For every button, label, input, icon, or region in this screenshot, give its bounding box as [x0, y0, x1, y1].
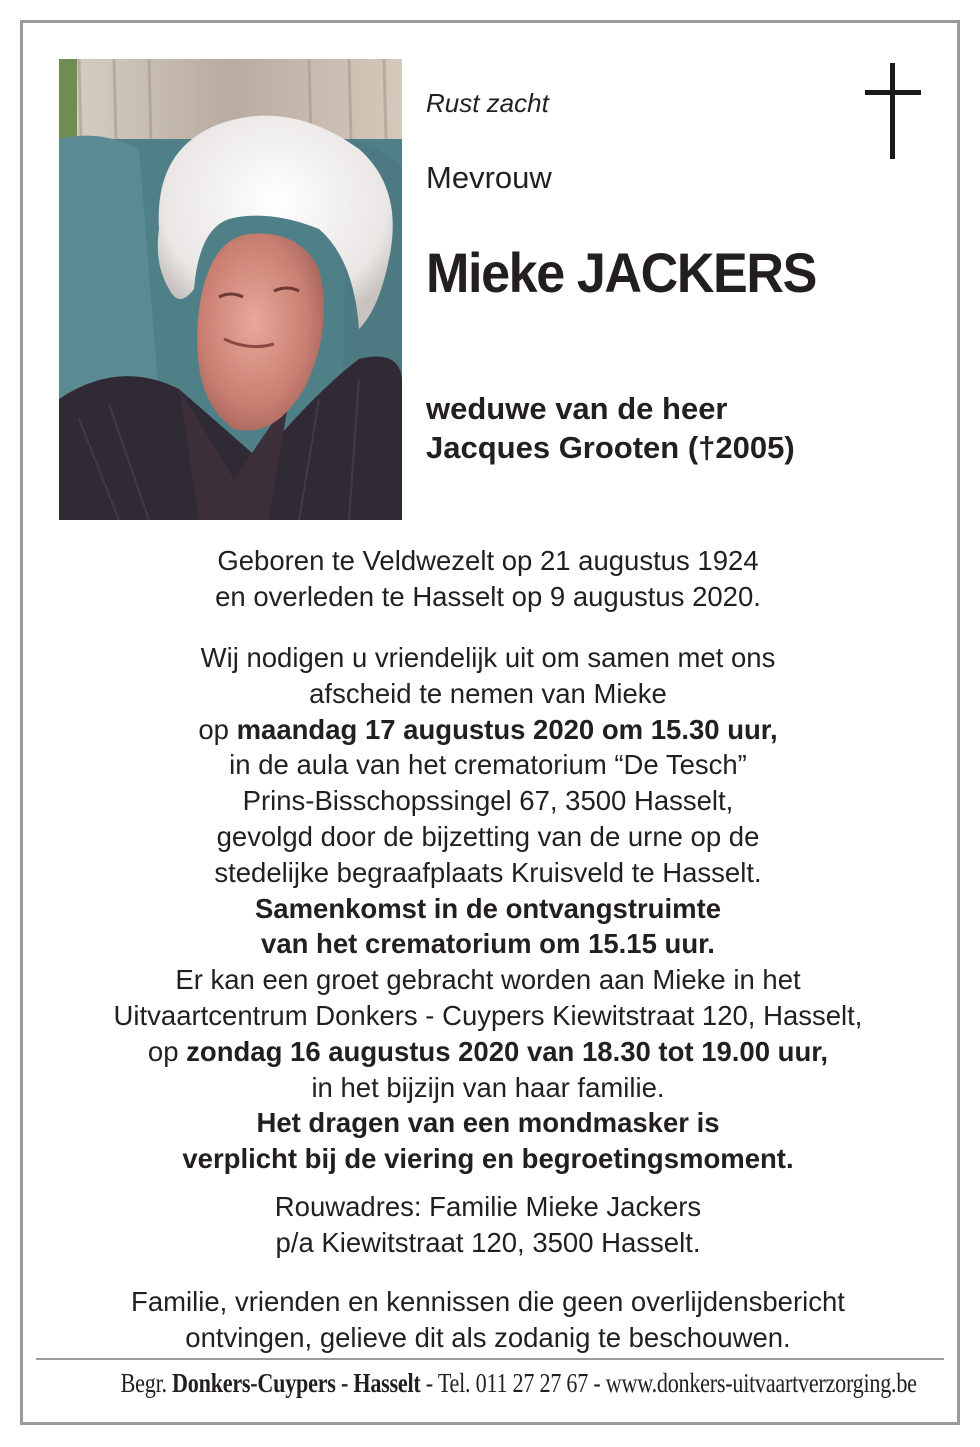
- invitation-line-13: in het bijzijn van haar familie.: [311, 1071, 665, 1103]
- invitation-line-5: Prins-Bisschopssingel 67, 3500 Hasselt,: [242, 785, 734, 817]
- invitation-line-7: stedelijke begraafplaats Kruisveld te Hasselt.: [214, 856, 762, 888]
- address-line-2: p/a Kiewitstraat 120, 3500 Hasselt.: [275, 1226, 701, 1258]
- invitation-line-1: Wij nodigen u vriendelijk uit om samen met ons: [200, 642, 776, 673]
- visitation-prefix: op: [147, 1035, 187, 1067]
- gathering-line-2: van het crematorium om 15.15 uur.: [261, 928, 715, 960]
- invitation-line-6: gevolgd door de bijzetting van de urne op de: [216, 820, 760, 852]
- footer-prefix: Begr.: [120, 1368, 173, 1398]
- widow-line-2: Jacques Grooten (†2005): [426, 430, 795, 465]
- mourning-address-block: [40, 1189, 936, 1261]
- portrait-photo: [59, 59, 402, 520]
- invitation-line-2: afscheid te nemen van Mieke: [309, 677, 667, 709]
- closing-line-1: Familie, vrienden en kennissen die geen overlijdensbericht: [131, 1286, 845, 1317]
- closing-line-2: ontvingen, gelieve dit als zodanig te beschouwen.: [185, 1321, 791, 1353]
- ceremony-datetime-line: [40, 712, 936, 748]
- ceremony-prefix: op: [198, 713, 237, 745]
- visitation-datetime: zondag 16 augustus 2020 van 18.30 tot 19.00 uur,: [186, 1035, 829, 1067]
- footer-company: Donkers-Cuypers - Hasselt: [172, 1368, 421, 1398]
- ceremony-datetime: maandag 17 augustus 2020 om 15.30 uur,: [236, 713, 778, 745]
- invitation-block: [40, 640, 936, 1177]
- funeral-director-footer: [120, 1368, 917, 1399]
- birth-line: Geboren te Veldwezelt op 21 augustus 1924: [217, 545, 759, 576]
- footer-contact: - Tel. 011 27 27 67 - www.donkers-uitvaartverzorging.be: [420, 1368, 917, 1398]
- birth-death-block: [40, 543, 936, 615]
- invitation-line-11: Uitvaartcentrum Donkers - Cuypers Kiewitstraat 120, Hasselt,: [113, 999, 863, 1031]
- deceased-name: Mieke JACKERS: [426, 241, 816, 304]
- invitation-line-10: Er kan een groet gebracht worden aan Mieke in het: [175, 964, 801, 996]
- gathering-line-1: Samenkomst in de ontvangstruimte: [254, 892, 722, 924]
- title-text: Mevrouw: [426, 160, 552, 195]
- rest-in-peace-text: Rust zacht: [426, 88, 549, 118]
- mask-notice-line-2: verplicht bij de viering en begroetingsmoment.: [182, 1143, 794, 1175]
- widow-line-1: weduwe van de heer: [426, 391, 728, 426]
- invitation-line-4: in de aula van het crematorium “De Tesch”: [229, 749, 747, 781]
- latin-cross-icon: [865, 63, 921, 159]
- visitation-datetime-line: [40, 1034, 936, 1070]
- death-line: en overleden te Hasselt op 9 augustus 2020.: [215, 580, 761, 612]
- widow-of-block: [426, 389, 795, 467]
- mask-notice-line-1: Het dragen van een mondmasker is: [256, 1107, 720, 1139]
- footer-divider: [36, 1358, 944, 1360]
- address-line-1: Rouwadres: Familie Mieke Jackers: [274, 1191, 702, 1222]
- closing-block: [40, 1284, 936, 1356]
